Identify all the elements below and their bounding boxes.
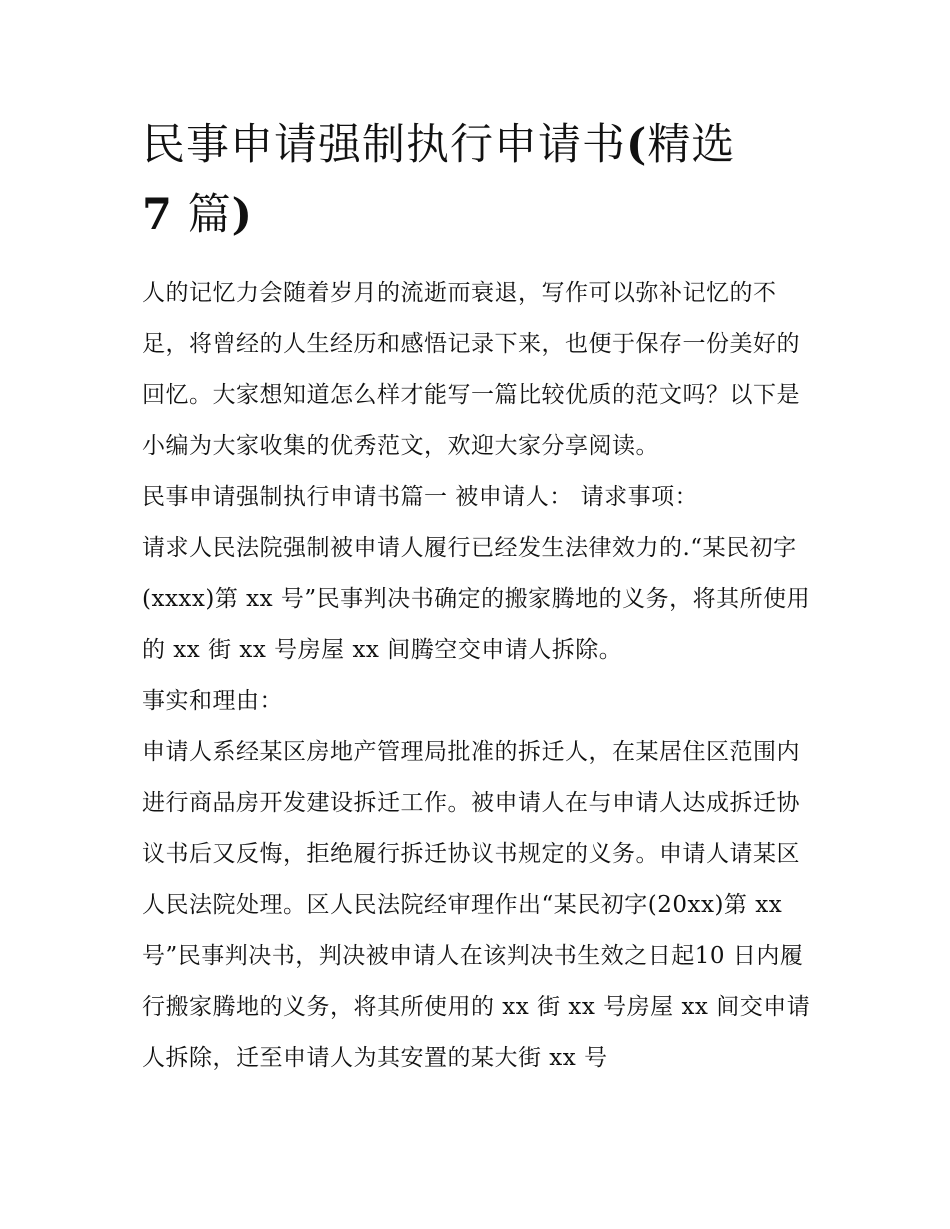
title-paren-close: ) — [231, 190, 253, 240]
intro-paragraph: 人的记忆力会随着岁月的流逝而衰退，写作可以弥补记忆的不足，将曾经的人生经历和感悟记录下来，也便于保存一份美好的回忆。大家想知道怎么样才能写一篇比较优质的范文吗？以下是小编为大家收集的优秀范文，欢迎大家分享阅读。 — [142, 280, 800, 459]
title-text: 民事申请强制执行申请书 — [142, 120, 626, 170]
facts-paragraph: 申请人系经某区房地产管理局批准的拆迁人，在某居住区范围内进行商品房开发建设拆迁工作。被申请人在与申请人达成拆迁协议书后又反悔，拒绝履行拆迁协议书规定的义务。申请人请某区人民法院处理。区人民法院经审理作出“某民初字(20xx)第 xx 号”民事判决书，判决被申请人在该判决书生效之日起10 日内履行搬家腾地的义务，将其所使用的 xx 街 xx 号房屋 xx 间交申请人拆除，迁至申请人为其安置的某大街 xx 号 — [142, 739, 811, 1071]
document-page — [142, 110, 812, 1084]
section-heading-paragraph: 民事申请强制执行申请书篇一 被申请人： 请求事项： — [142, 484, 699, 510]
title-text-selected: 精选 — [647, 120, 736, 170]
title-unit: 篇 — [172, 190, 232, 240]
facts-heading: 事实和理由： — [142, 688, 283, 714]
document-title — [142, 110, 812, 250]
title-paren-open: ( — [626, 120, 648, 170]
title-count: 7 — [142, 190, 173, 240]
request-paragraph: 请求人民法院强制被申请人履行已经发生法律效力的.“某民初字(xxxx)第 xx 号”民事判决书确定的搬家腾地的义务，将其所使用的 xx 街 xx 号房屋 xx 间腾空交申请人拆除。 — [142, 535, 811, 663]
